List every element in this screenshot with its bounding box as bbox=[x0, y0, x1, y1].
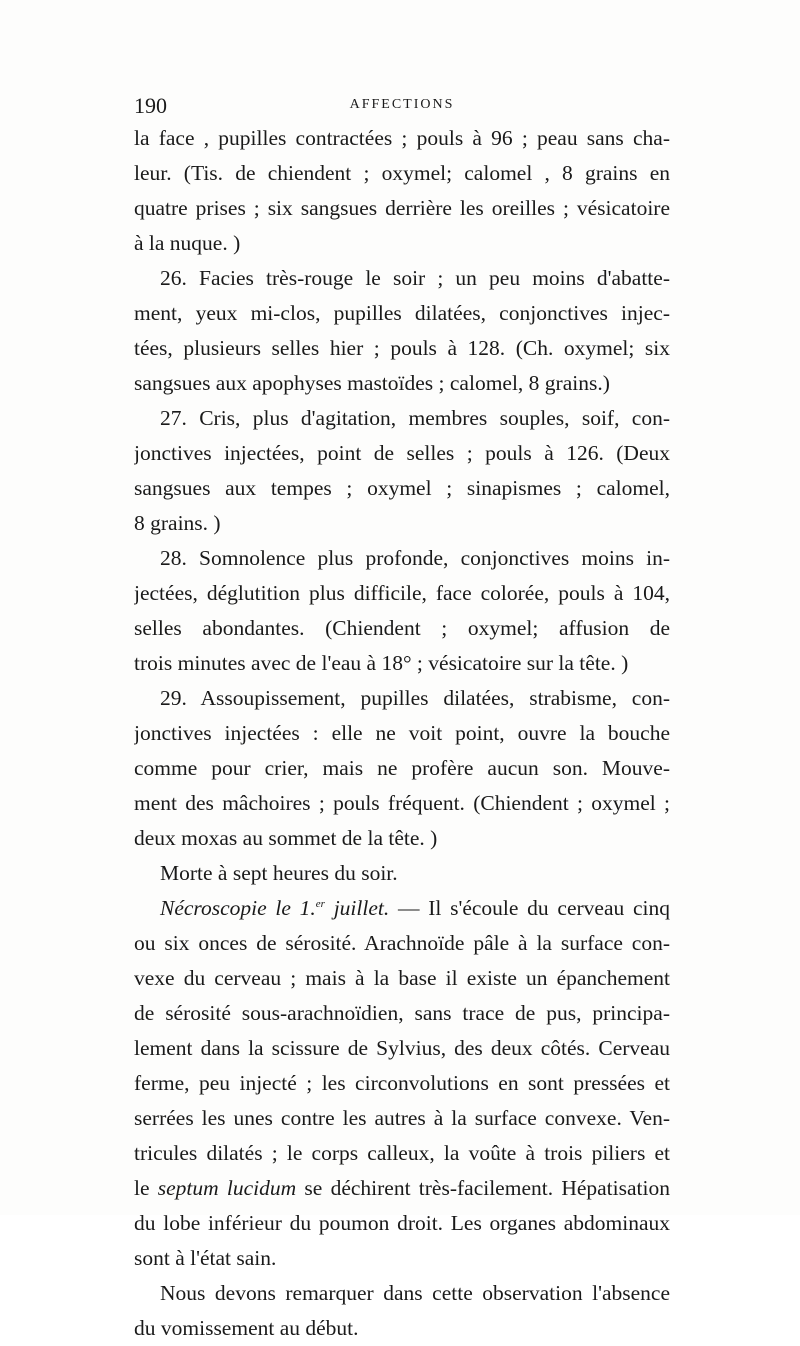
text-line: du vomissement au début. bbox=[134, 1316, 359, 1340]
septum-line bbox=[134, 1171, 670, 1206]
text-line: sangsues aux tempes ; oxymel ; sinapismes ; calomel, bbox=[134, 476, 670, 500]
text-line: vexe du cerveau ; mais à la base il existe un épanchement bbox=[134, 966, 670, 990]
necroscopy-heading: Nécroscopie le 1. bbox=[160, 896, 316, 920]
text-line: Morte à sept heures du soir. bbox=[160, 861, 398, 885]
page-number: 190 bbox=[134, 93, 167, 118]
text-line: trois minutes avec de l'eau à 18° ; vésicatoire sur la tête. ) bbox=[134, 651, 629, 675]
text-line: 26. Facies très-rouge le soir ; un peu moins d'abatte- bbox=[160, 266, 670, 290]
text-line: 28. Somnolence plus profonde, conjonctives moins in- bbox=[160, 546, 670, 570]
text-line: selles abondantes. (Chiendent ; oxymel; affusion de bbox=[134, 616, 670, 640]
text-line: 8 grains. ) bbox=[134, 511, 221, 535]
text-line: Nous devons remarquer dans cette observation l'absence bbox=[160, 1281, 670, 1305]
text-line: la face , pupilles contractées ; pouls à 96 ; peau sans cha- bbox=[134, 126, 670, 150]
text-line: de sérosité sous-arachnoïdien, sans trace de pus, principa- bbox=[134, 1001, 670, 1025]
septum-post: se déchirent très-facilement. Hépatisation bbox=[296, 1176, 670, 1200]
text-line: ment des mâchoires ; pouls fréquent. (Chiendent ; oxymel ; bbox=[134, 791, 670, 815]
necroscopy-superscript: er bbox=[315, 897, 325, 910]
text-line: tricules dilatés ; le corps calleux, la voûte à trois piliers et bbox=[134, 1141, 670, 1165]
text-line: leur. (Tis. de chiendent ; oxymel; calomel , 8 grains en bbox=[134, 161, 670, 185]
necroscopy-line bbox=[134, 891, 670, 926]
text-line: jonctives injectées : elle ne voit point, ouvre la bouche bbox=[134, 721, 670, 745]
page-header bbox=[134, 93, 670, 119]
text-line: serrées les unes contre les autres à la surface convexe. Ven- bbox=[134, 1106, 670, 1130]
text-line: comme pour crier, mais ne profère aucun son. Mouve- bbox=[134, 756, 670, 780]
text-line: jonctives injectées, point de selles ; pouls à 126. (Deux bbox=[134, 441, 670, 465]
text-line: jectées, déglutition plus difficile, face colorée, pouls à 104, bbox=[134, 581, 670, 605]
running-head: AFFECTIONS bbox=[349, 97, 455, 112]
text-line: 27. Cris, plus d'agitation, membres souples, soif, con- bbox=[160, 406, 670, 430]
text-line: deux moxas au sommet de la tête. ) bbox=[134, 826, 438, 850]
text-line: ou six onces de sérosité. Arachnoïde pâle à la surface con- bbox=[134, 931, 670, 955]
septum-latin-term: septum lucidum bbox=[157, 1176, 297, 1200]
text-line: 29. Assoupissement, pupilles dilatées, strabisme, con- bbox=[160, 686, 670, 710]
text-line: quatre prises ; six sangsues derrière les oreilles ; vésicatoire bbox=[134, 196, 670, 220]
necroscopy-text: — Il s'écoule du cerveau cinq bbox=[389, 896, 670, 920]
text-line: tées, plusieurs selles hier ; pouls à 128. (Ch. oxymel; six bbox=[134, 336, 670, 360]
body-text bbox=[134, 121, 670, 1346]
text-line: lement dans la scissure de Sylvius, des deux côtés. Cerveau bbox=[134, 1036, 670, 1060]
necroscopy-date: juillet. bbox=[324, 896, 390, 920]
septum-pre: le bbox=[134, 1176, 158, 1200]
text-line: ferme, peu injecté ; les circonvolutions en sont pressées et bbox=[134, 1071, 670, 1095]
text-line: sangsues aux apophyses mastoïdes ; calomel, 8 grains.) bbox=[134, 371, 610, 395]
text-line: sont à l'état sain. bbox=[134, 1246, 277, 1270]
text-line: à la nuque. ) bbox=[134, 231, 241, 255]
text-line: du lobe inférieur du poumon droit. Les organes abdominaux bbox=[134, 1211, 670, 1235]
text-line: ment, yeux mi-clos, pupilles dilatées, conjonctives injec- bbox=[134, 301, 670, 325]
